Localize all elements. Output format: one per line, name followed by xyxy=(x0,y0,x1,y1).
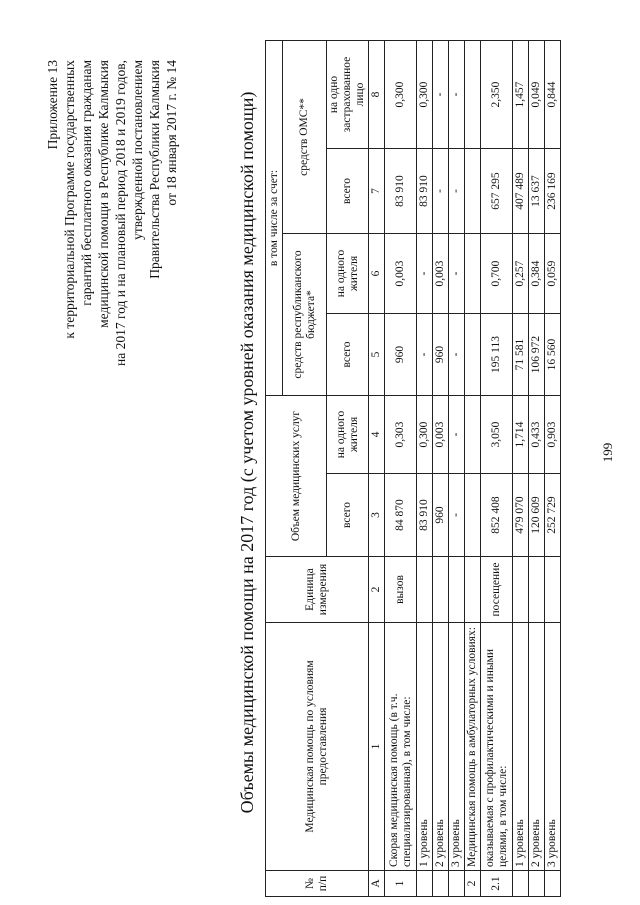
budget-total: - xyxy=(449,314,465,396)
row-num xyxy=(513,871,529,897)
header-oms: средств ОМС** xyxy=(283,40,327,233)
appendix-line: к территориальной Программе государственных xyxy=(62,60,77,339)
index-cell: 1 xyxy=(369,623,385,871)
volume-per-resident: 0,903 xyxy=(545,396,561,474)
row-unit: посещение xyxy=(481,557,513,623)
oms-total: 236 169 xyxy=(545,149,561,234)
volumes-table xyxy=(265,40,561,897)
budget-total: 960 xyxy=(433,314,449,396)
row-unit xyxy=(545,557,561,623)
table-row xyxy=(513,40,529,896)
row-unit: вызов xyxy=(385,557,417,623)
table-row xyxy=(529,40,545,896)
appendix-line: гарантий бесплатного оказания гражданам xyxy=(79,60,94,306)
header-condition: Медицинская помощь по условиям предоставления xyxy=(266,623,369,871)
header-budget-per-resident: на одного жителя xyxy=(327,234,369,314)
budget-total: 106 972 xyxy=(529,314,545,396)
table-row xyxy=(385,40,417,896)
appendix-line: медицинской помощи в Республике Калмыкия xyxy=(96,60,111,328)
index-cell: 8 xyxy=(369,40,385,148)
index-cell: А xyxy=(369,871,385,897)
header-oms-per-insured: на одно застрахованное лицо xyxy=(327,40,369,148)
row-label: 2 уровень xyxy=(433,623,449,871)
row-label: 1 уровень xyxy=(513,623,529,871)
row-label: Скорая медицинская помощь (в т.ч. специализированная), в том числе: xyxy=(385,623,417,871)
row-unit xyxy=(529,557,545,623)
volume-total: 252 729 xyxy=(545,474,561,557)
document-title: Объемы медицинской помощи на 2017 год (с учетом уровней оказания медицинской помощи) xyxy=(237,91,257,814)
header-budget-total: всего xyxy=(327,314,369,396)
row-label: 3 уровень xyxy=(545,623,561,871)
oms-total: - xyxy=(433,149,449,234)
oms-per-insured: 0,300 xyxy=(417,40,433,148)
index-cell: 7 xyxy=(369,149,385,234)
budget-total: 16 560 xyxy=(545,314,561,396)
appendix-line: утвержденной постановлением xyxy=(130,60,145,240)
appendix-line: Приложение 13 xyxy=(45,60,60,150)
row-num xyxy=(433,871,449,897)
column-index-row xyxy=(369,40,385,896)
header-volume-total: всего xyxy=(327,474,369,557)
page-number: 199 xyxy=(600,442,615,463)
oms-total: 83 910 xyxy=(385,149,417,234)
volume-per-resident: 0,433 xyxy=(529,396,545,474)
header-unit: Единица измерения xyxy=(266,557,369,623)
budget-total: 195 113 xyxy=(481,314,513,396)
appendix-line: на 2017 год и на плановый период 2018 и 2019 годов, xyxy=(113,60,128,367)
budget-per-resident: 0,257 xyxy=(513,234,529,314)
oms-per-insured: - xyxy=(433,40,449,148)
header-budget: средств республиканского бюджета* xyxy=(283,234,327,396)
oms-total: 657 295 xyxy=(481,149,513,234)
row-unit xyxy=(417,557,433,623)
oms-per-insured: 2,350 xyxy=(481,40,513,148)
row-num: 2 xyxy=(465,871,481,897)
row-num xyxy=(529,871,545,897)
volume-total: 120 609 xyxy=(529,474,545,557)
budget-per-resident xyxy=(465,234,481,314)
index-cell: 3 xyxy=(369,474,385,557)
row-label: 2 уровень xyxy=(529,623,545,871)
oms-total xyxy=(465,149,481,234)
budget-per-resident: 0,384 xyxy=(529,234,545,314)
budget-per-resident: - xyxy=(449,234,465,314)
row-unit xyxy=(513,557,529,623)
index-cell: 5 xyxy=(369,314,385,396)
appendix-line: от 18 января 2017 г. № 14 xyxy=(164,60,179,206)
budget-total: 960 xyxy=(385,314,417,396)
volume-total: 852 408 xyxy=(481,474,513,557)
budget-total: - xyxy=(417,314,433,396)
appendix-note xyxy=(44,60,180,490)
volume-total xyxy=(465,474,481,557)
row-unit xyxy=(449,557,465,623)
table-row xyxy=(465,40,481,896)
volume-per-resident xyxy=(465,396,481,474)
row-label: Медицинская помощь в амбулаторных условиях: xyxy=(465,623,481,871)
oms-total: 407 489 xyxy=(513,149,529,234)
header-including: в том числе за счет: xyxy=(266,40,283,395)
header-num: № п/п xyxy=(266,871,369,897)
row-num xyxy=(449,871,465,897)
oms-per-insured: 0,049 xyxy=(529,40,545,148)
row-num: 2.1 xyxy=(481,871,513,897)
table-row xyxy=(449,40,465,896)
index-cell: 2 xyxy=(369,557,385,623)
volume-total: 84 870 xyxy=(385,474,417,557)
header-volume-per-resident: на одного жителя xyxy=(327,396,369,474)
appendix-line: Правительства Республики Калмыкия xyxy=(147,60,162,279)
oms-per-insured xyxy=(465,40,481,148)
oms-per-insured: 0,300 xyxy=(385,40,417,148)
header-volume: Объем медицинских услуг xyxy=(266,396,327,557)
oms-total: - xyxy=(449,149,465,234)
row-label: 3 уровень xyxy=(449,623,465,871)
volume-total: 960 xyxy=(433,474,449,557)
volume-per-resident: 0,303 xyxy=(385,396,417,474)
oms-per-insured: 1,457 xyxy=(513,40,529,148)
row-unit xyxy=(433,557,449,623)
row-num xyxy=(545,871,561,897)
row-num xyxy=(417,871,433,897)
budget-per-resident: 0,003 xyxy=(433,234,449,314)
table-row xyxy=(433,40,449,896)
volume-per-resident: 1,714 xyxy=(513,396,529,474)
oms-per-insured: - xyxy=(449,40,465,148)
volume-per-resident: 3,050 xyxy=(481,396,513,474)
oms-total: 13 637 xyxy=(529,149,545,234)
table-row xyxy=(481,40,513,896)
volume-per-resident: 0,300 xyxy=(417,396,433,474)
volume-total: 83 910 xyxy=(417,474,433,557)
oms-per-insured: 0,844 xyxy=(545,40,561,148)
index-cell: 6 xyxy=(369,234,385,314)
row-label: оказываемая с профилактическими и иными целями, в том числе: xyxy=(481,623,513,871)
budget-per-resident: 0,059 xyxy=(545,234,561,314)
oms-total: 83 910 xyxy=(417,149,433,234)
volume-per-resident: - xyxy=(449,396,465,474)
budget-total: 71 581 xyxy=(513,314,529,396)
budget-per-resident: 0,700 xyxy=(481,234,513,314)
budget-per-resident: - xyxy=(417,234,433,314)
header-oms-total: всего xyxy=(327,149,369,234)
volume-per-resident: 0,003 xyxy=(433,396,449,474)
volume-total: 479 070 xyxy=(513,474,529,557)
row-num: 1 xyxy=(385,871,417,897)
table-row xyxy=(545,40,561,896)
row-unit xyxy=(465,557,481,623)
table-row xyxy=(417,40,433,896)
index-cell: 4 xyxy=(369,396,385,474)
volume-total: - xyxy=(449,474,465,557)
budget-per-resident: 0,003 xyxy=(385,234,417,314)
row-label: 1 уровень xyxy=(417,623,433,871)
budget-total xyxy=(465,314,481,396)
